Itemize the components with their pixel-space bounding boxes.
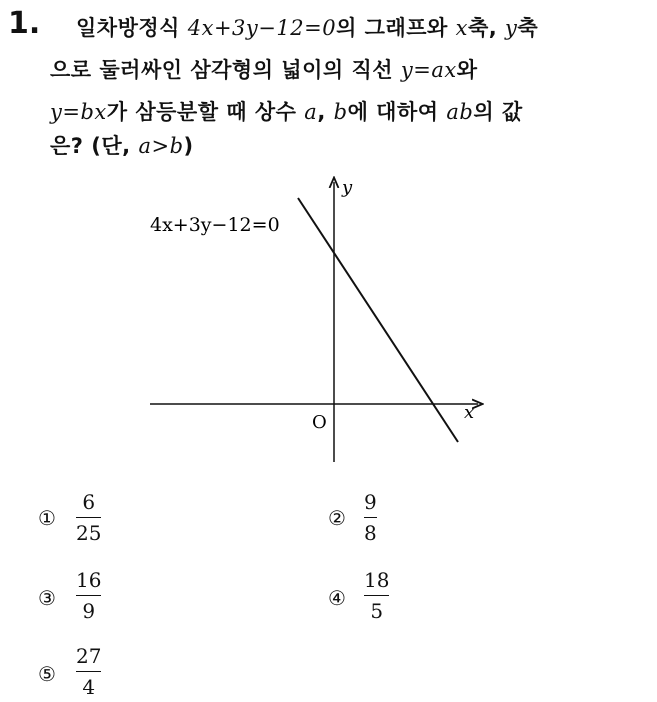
var-y: y xyxy=(505,16,518,40)
line-label: 4x+3y−12=0 xyxy=(150,214,280,236)
choice-4-marker: ④ xyxy=(328,586,346,610)
choice-3-marker: ③ xyxy=(38,586,56,610)
choice-2-marker: ② xyxy=(328,506,346,530)
y-axis-label: y xyxy=(342,177,353,198)
text: 가 삼등분할 때 상수 xyxy=(106,100,305,124)
line-y-ax: y=ax xyxy=(400,58,457,82)
choice-3[interactable] xyxy=(76,568,101,623)
text: 와 xyxy=(456,58,478,82)
fraction-bar xyxy=(76,517,101,518)
question-number: 1. xyxy=(8,6,41,41)
var-b: b xyxy=(333,100,348,124)
equation: 4x+3y−12=0 xyxy=(187,16,337,40)
text: 의 값 xyxy=(473,100,523,124)
choice-3-denominator: 9 xyxy=(82,599,96,623)
text: , xyxy=(317,100,334,124)
var-ab: ab xyxy=(446,100,474,124)
choice-2[interactable] xyxy=(364,490,377,545)
text: 축, xyxy=(467,16,506,40)
choice-1[interactable] xyxy=(76,490,101,545)
fraction-bar xyxy=(364,517,377,518)
var-a: a xyxy=(304,100,318,124)
choice-3-numerator: 16 xyxy=(76,568,102,592)
choice-2-denominator: 8 xyxy=(364,521,377,545)
text: 의 그래프와 xyxy=(336,16,456,40)
text: 일차방정식 xyxy=(76,16,188,40)
origin-label: O xyxy=(312,412,327,433)
choice-4[interactable] xyxy=(364,568,389,623)
var-x: x xyxy=(455,16,468,40)
text: 에 대하여 xyxy=(347,100,447,124)
choice-1-numerator: 6 xyxy=(82,490,96,514)
choice-5-numerator: 27 xyxy=(76,644,102,668)
choice-1-denominator: 25 xyxy=(76,521,102,545)
fraction-bar xyxy=(76,595,101,596)
choice-4-numerator: 18 xyxy=(364,568,390,592)
choice-5-marker: ⑤ xyxy=(38,662,56,686)
condition: a>b xyxy=(138,134,184,158)
text: 으로 둘러싸인 삼각형의 넓이의 직선 xyxy=(50,58,401,82)
text: 은? (단, xyxy=(50,134,139,158)
text: 축 xyxy=(517,16,539,40)
choice-5[interactable] xyxy=(76,644,101,699)
choice-1-marker: ① xyxy=(38,506,56,530)
text: ) xyxy=(183,134,194,158)
line-y-bx: y=bx xyxy=(50,100,107,124)
fraction-bar xyxy=(76,671,101,672)
choice-4-denominator: 5 xyxy=(370,599,384,623)
choice-5-denominator: 4 xyxy=(82,675,96,699)
graph-line xyxy=(298,198,458,442)
fraction-bar xyxy=(364,595,389,596)
x-axis-label: x xyxy=(464,402,475,423)
choice-2-numerator: 9 xyxy=(364,490,377,514)
